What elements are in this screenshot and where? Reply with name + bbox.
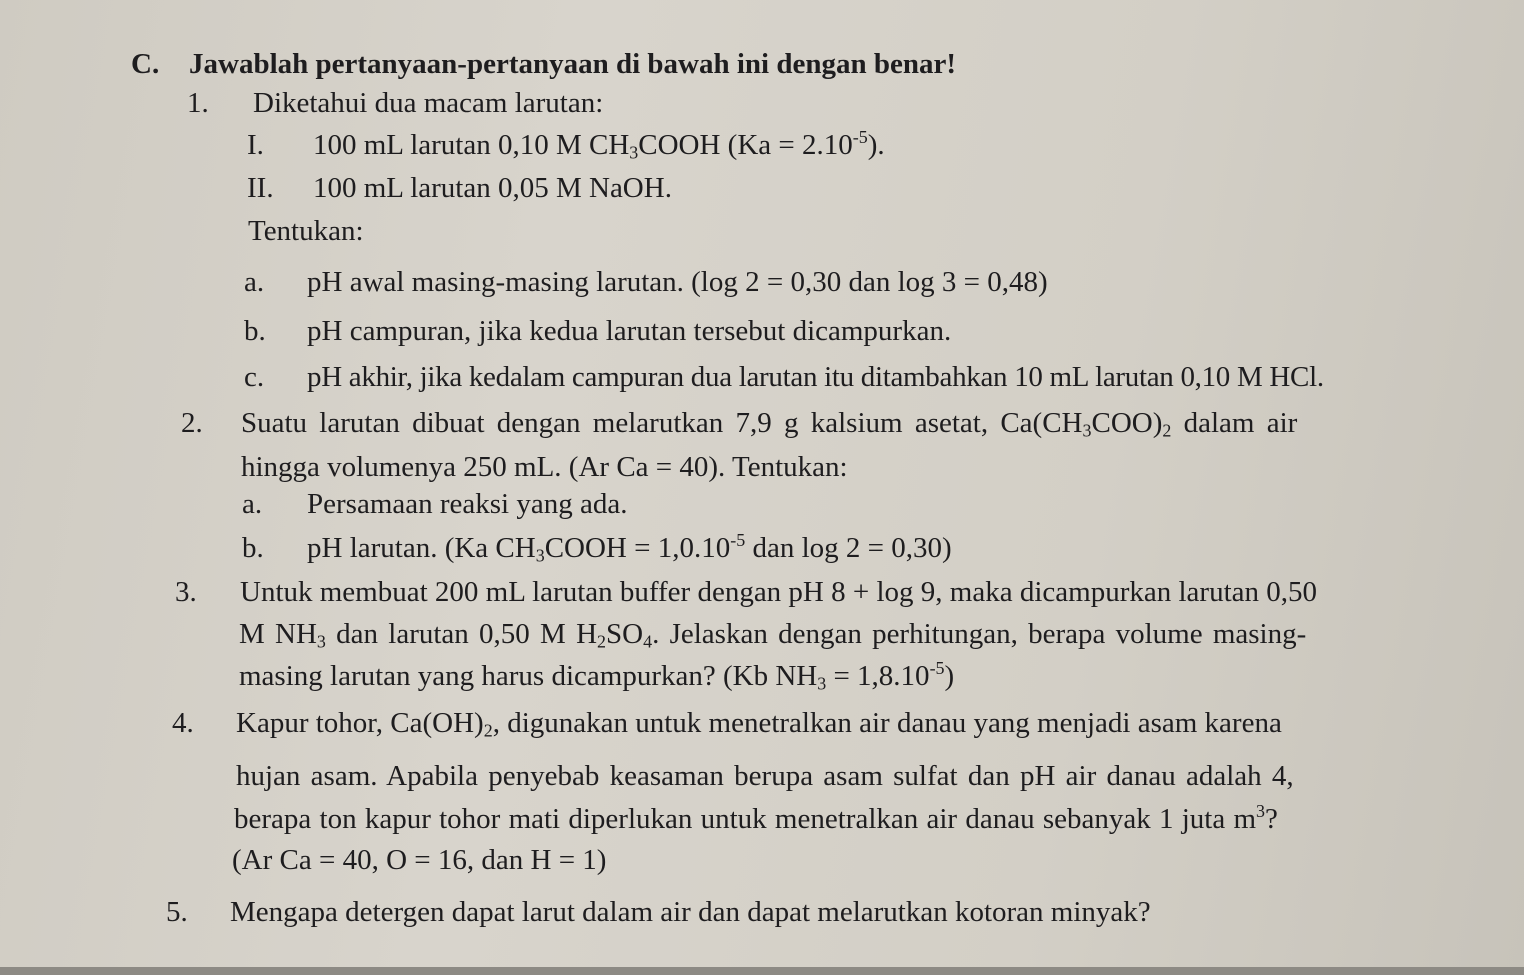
q3-line-1: Untuk membuat 200 mL larutan buffer dengan pH 8 + log 9, maka dicampurkan larutan 0,50	[240, 576, 1317, 608]
q4-line-3: berapa ton kapur tohor mati diperlukan untuk menetralkan air danau sebanyak 1 juta $m^3$?	[234, 801, 1278, 835]
q2-a-text: Persamaan reaksi yang ada.	[307, 488, 628, 520]
q1-c-label: c.	[244, 361, 265, 393]
q1-c-text: pH akhir, jika kedalam campuran dua larutan itu ditambahkan 10 mL larutan 0,10 M HCl.	[307, 361, 1324, 393]
q1-a-text: pH awal masing-masing larutan. (log 2 = 0,30 dan log 3 = 0,48)	[307, 266, 1048, 298]
q3-number: 3.	[175, 576, 197, 608]
q4-line-1: Kapur tohor, $Ca(OH)_2$, digunakan untuk menetralkan air danau yang menjadi asam karena	[236, 707, 1282, 741]
q1-item-i: 100 mL larutan 0,10 M $CH_3COOH$ $(Ka = 2.10^{-5})$.	[313, 127, 885, 163]
q3-line-2: M $NH_3$ dan larutan 0,50 M $H_2SO_4$. Jelaskan dengan perhitungan, berapa volume masing-	[239, 618, 1307, 652]
q1-number: 1.	[187, 87, 209, 119]
q4-number: 4.	[172, 707, 194, 739]
q2-a-label: a.	[242, 488, 263, 520]
q2-line-1: Suatu larutan dibuat dengan melarutkan 7,9 g kalsium asetat, $Ca(CH_3COO)_2$ dalam air	[241, 407, 1298, 441]
q1-item-i-label: I.	[247, 129, 264, 161]
q2-number: 2.	[181, 407, 203, 439]
q5-text: Mengapa detergen dapat larut dalam air dan dapat melarutkan kotoran minyak?	[230, 896, 1151, 928]
page-bottom-edge	[0, 967, 1524, 975]
section-label: C.	[131, 48, 160, 80]
q3-line-3: masing larutan yang harus dicampurkan? (Kb $NH_3 = 1,8.10^{-5}$)	[239, 658, 955, 694]
q1-b-text: pH campuran, jika kedua larutan tersebut dicampurkan.	[307, 315, 952, 347]
q1-tentukan: Tentukan:	[248, 215, 364, 247]
q2-line-2: hingga volumenya 250 mL. (Ar Ca = 40). Tentukan:	[241, 451, 848, 483]
q1-item-ii: 100 mL larutan 0,05 M NaOH.	[313, 172, 672, 204]
q1-b-label: b.	[244, 315, 266, 347]
q1-intro: Diketahui dua macam larutan:	[253, 87, 604, 119]
q2-b-label: b.	[242, 532, 264, 564]
q1-item-ii-label: II.	[247, 172, 274, 204]
q1-a-label: a.	[244, 266, 265, 298]
q2-b-text: pH larutan. (Ka $CH_3COOH = 1,0.10^{-5}$ dan log 2 = 0,30)	[307, 530, 952, 566]
q4-line-2: hujan asam. Apabila penyebab keasaman berupa asam sulfat dan pH air danau adalah 4,	[236, 760, 1294, 792]
section-title: Jawablah pertanyaan-pertanyaan di bawah ini dengan benar!	[189, 48, 957, 80]
q5-number: 5.	[166, 896, 188, 928]
q4-line-4: (Ar Ca = 40, O = 16, dan H = 1)	[232, 844, 607, 876]
